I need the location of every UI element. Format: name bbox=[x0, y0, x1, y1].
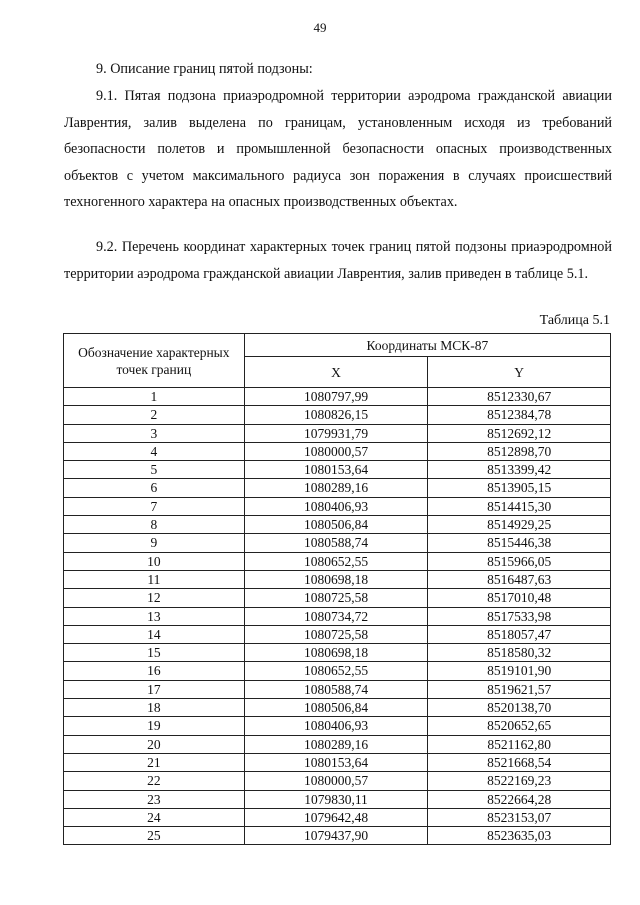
coord-x-cell: 1080652,55 bbox=[244, 662, 428, 680]
coord-y-cell: 8519621,57 bbox=[428, 680, 611, 698]
coord-x-cell: 1080000,57 bbox=[244, 772, 428, 790]
point-number-cell: 7 bbox=[64, 497, 245, 515]
coord-y-cell: 8515966,05 bbox=[428, 552, 611, 570]
table-row bbox=[64, 424, 611, 442]
coord-x-cell: 1080698,18 bbox=[244, 644, 428, 662]
table-row bbox=[64, 808, 611, 826]
section-heading bbox=[64, 56, 612, 83]
coord-y-cell: 8522664,28 bbox=[428, 790, 611, 808]
point-number-cell: 16 bbox=[64, 662, 245, 680]
coord-y-cell: 8523635,03 bbox=[428, 827, 611, 845]
header-y: Y bbox=[428, 357, 611, 388]
table-row bbox=[64, 662, 611, 680]
coord-x-cell: 1080725,58 bbox=[244, 589, 428, 607]
point-number-cell: 22 bbox=[64, 772, 245, 790]
point-number-cell: 5 bbox=[64, 461, 245, 479]
point-number-cell: 9 bbox=[64, 534, 245, 552]
coord-x-cell: 1079931,79 bbox=[244, 424, 428, 442]
coord-y-cell: 8517010,48 bbox=[428, 589, 611, 607]
coord-y-cell: 8514929,25 bbox=[428, 516, 611, 534]
table-row bbox=[64, 644, 611, 662]
coord-y-cell: 8518580,32 bbox=[428, 644, 611, 662]
coord-x-cell: 1079437,90 bbox=[244, 827, 428, 845]
coord-y-cell: 8523153,07 bbox=[428, 808, 611, 826]
coord-y-cell: 8512692,12 bbox=[428, 424, 611, 442]
coord-y-cell: 8521162,80 bbox=[428, 735, 611, 753]
table-row bbox=[64, 753, 611, 771]
paragraph-9-1: 9.1. Пятая подзона приаэродромной территории аэродрома гражданской авиации Лаврентия, залив выделена по границам, установленным исходя из требований безопасности полетов и промышленной безопасности опасных производственных объектов с учетом максимального радиуса зон поражения в случаях происшествий техногенного характера на опасных производственных объектах. bbox=[64, 88, 612, 210]
table-row bbox=[64, 442, 611, 460]
table-row bbox=[64, 388, 611, 406]
coord-x-cell: 1080725,58 bbox=[244, 625, 428, 643]
table-row bbox=[64, 625, 611, 643]
coord-y-cell: 8512330,67 bbox=[428, 388, 611, 406]
coord-x-cell: 1080289,16 bbox=[244, 479, 428, 497]
table-row bbox=[64, 827, 611, 845]
point-number-cell: 11 bbox=[64, 570, 245, 588]
point-number-cell: 25 bbox=[64, 827, 245, 845]
coord-x-cell: 1080506,84 bbox=[244, 516, 428, 534]
point-number-cell: 17 bbox=[64, 680, 245, 698]
coord-x-cell: 1080588,74 bbox=[244, 680, 428, 698]
point-number-cell: 13 bbox=[64, 607, 245, 625]
coord-x-cell: 1079642,48 bbox=[244, 808, 428, 826]
point-number-cell: 23 bbox=[64, 790, 245, 808]
coord-x-cell: 1079830,11 bbox=[244, 790, 428, 808]
point-number-cell: 18 bbox=[64, 699, 245, 717]
coord-y-cell: 8519101,90 bbox=[428, 662, 611, 680]
coord-y-cell: 8513399,42 bbox=[428, 461, 611, 479]
table-row bbox=[64, 699, 611, 717]
table-row bbox=[64, 479, 611, 497]
table-row bbox=[64, 735, 611, 753]
coord-y-cell: 8514415,30 bbox=[428, 497, 611, 515]
table-row bbox=[64, 516, 611, 534]
header-points: Обозначение характерных точек границ bbox=[64, 334, 245, 388]
table-row bbox=[64, 534, 611, 552]
point-number-cell: 19 bbox=[64, 717, 245, 735]
coordinates-table bbox=[63, 333, 611, 845]
coord-x-cell: 1080734,72 bbox=[244, 607, 428, 625]
page-number: 49 bbox=[313, 20, 327, 35]
coord-x-cell: 1080698,18 bbox=[244, 570, 428, 588]
point-number-cell: 1 bbox=[64, 388, 245, 406]
coord-y-cell: 8518057,47 bbox=[428, 625, 611, 643]
coord-x-cell: 1080406,93 bbox=[244, 717, 428, 735]
table-row bbox=[64, 497, 611, 515]
coord-y-cell: 8520652,65 bbox=[428, 717, 611, 735]
coord-y-cell: 8517533,98 bbox=[428, 607, 611, 625]
coord-y-cell: 8520138,70 bbox=[428, 699, 611, 717]
point-number-cell: 21 bbox=[64, 753, 245, 771]
coord-y-cell: 8516487,63 bbox=[428, 570, 611, 588]
coord-x-cell: 1080000,57 bbox=[244, 442, 428, 460]
table-row bbox=[64, 790, 611, 808]
point-number-cell: 10 bbox=[64, 552, 245, 570]
table-row bbox=[64, 589, 611, 607]
point-number-cell: 20 bbox=[64, 735, 245, 753]
table-row bbox=[64, 461, 611, 479]
coord-y-cell: 8512384,78 bbox=[428, 406, 611, 424]
table-row bbox=[64, 607, 611, 625]
point-number-cell: 15 bbox=[64, 644, 245, 662]
header-coords: Координаты МСК-87 bbox=[244, 334, 610, 357]
coord-x-cell: 1080289,16 bbox=[244, 735, 428, 753]
coord-x-cell: 1080652,55 bbox=[244, 552, 428, 570]
table-row bbox=[64, 772, 611, 790]
coord-x-cell: 1080406,93 bbox=[244, 497, 428, 515]
coord-x-cell: 1080588,74 bbox=[244, 534, 428, 552]
table-caption: Таблица 5.1 bbox=[539, 313, 610, 328]
point-number-cell: 24 bbox=[64, 808, 245, 826]
section-heading-text: 9. Описание границ пятой подзоны: bbox=[96, 61, 313, 77]
table-row bbox=[64, 552, 611, 570]
coord-y-cell: 8522169,23 bbox=[428, 772, 611, 790]
table-row bbox=[64, 570, 611, 588]
table-row bbox=[64, 680, 611, 698]
coord-y-cell: 8512898,70 bbox=[428, 442, 611, 460]
coord-y-cell: 8521668,54 bbox=[428, 753, 611, 771]
coord-x-cell: 1080153,64 bbox=[244, 753, 428, 771]
table-row bbox=[64, 717, 611, 735]
point-number-cell: 12 bbox=[64, 589, 245, 607]
header-x: X bbox=[244, 357, 428, 388]
coord-x-cell: 1080506,84 bbox=[244, 699, 428, 717]
point-number-cell: 2 bbox=[64, 406, 245, 424]
table-row bbox=[64, 406, 611, 424]
paragraph-9-2: 9.2. Перечень координат характерных точек границ пятой подзоны приаэродромной территории аэродрома гражданской авиации Лаврентия, залив приведен в таблице 5.1. bbox=[64, 239, 612, 282]
coordinates-table-body bbox=[64, 388, 611, 845]
coord-y-cell: 8513905,15 bbox=[428, 479, 611, 497]
coord-x-cell: 1080797,99 bbox=[244, 388, 428, 406]
point-number-cell: 6 bbox=[64, 479, 245, 497]
coord-y-cell: 8515446,38 bbox=[428, 534, 611, 552]
point-number-cell: 8 bbox=[64, 516, 245, 534]
point-number-cell: 3 bbox=[64, 424, 245, 442]
coord-x-cell: 1080153,64 bbox=[244, 461, 428, 479]
coord-x-cell: 1080826,15 bbox=[244, 406, 428, 424]
point-number-cell: 14 bbox=[64, 625, 245, 643]
point-number-cell: 4 bbox=[64, 442, 245, 460]
